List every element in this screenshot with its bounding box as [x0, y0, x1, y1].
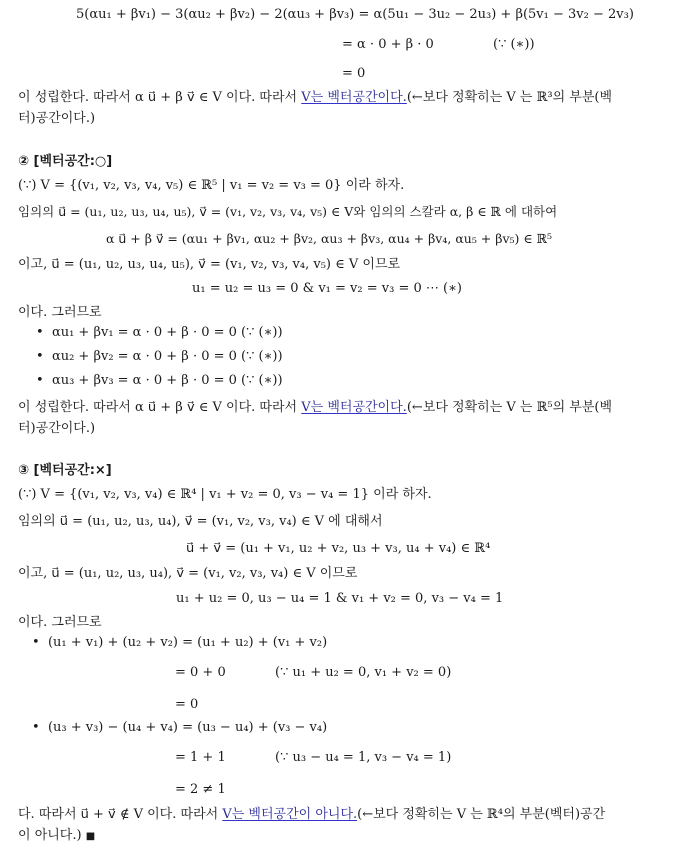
sec3-arbitrary-vectors: 임의의 u⃗ = (u₁, u₂, u₃, u₄), v⃗ = (v₁, v₂, v₃, v₄) ∈ V 에 대해서 [18, 514, 383, 529]
sec1-conclusion-underlined: V는 벡터공간이다. [301, 90, 407, 105]
list-item: • αu₃ + βv₃ = α · 0 + β · 0 = 0 (∵ (∗)) [36, 373, 283, 388]
sec2-bullet-3: αu₃ + βv₃ = α · 0 + β · 0 = 0 (∵ (∗)) [51, 373, 283, 388]
sec1-eq-line-2: = α · 0 + β · 0 [342, 37, 434, 52]
sec3-bullet-2-line2: = 1 + 1 [175, 750, 226, 765]
list-item: • αu₁ + βv₁ = α · 0 + β · 0 = 0 (∵ (∗)) [36, 325, 283, 340]
sec1-conclusion-post: (←보다 정확히는 V 는 ℝ³의 부분(벡 [406, 90, 613, 105]
sec2-conclusion-pre: 이 성립한다. 따라서 α u⃗ + β v⃗ ∈ V 이다. 따라서 [18, 400, 298, 415]
sec3-conclusion-pre: 다. 따라서 u⃗ + v⃗ ∉ V 이다. 따라서 [18, 807, 219, 822]
sec2-conclusion-post: (←보다 정확히는 V 는 ℝ⁵의 부분(벡 [406, 400, 613, 415]
sec3-vector-sum: u⃗ + v⃗ = (u₁ + v₁, u₂ + v₂, u₃ + v₃, u₄ + v₄) ∈ ℝ⁴ [186, 541, 491, 556]
sec3-conclusion-underlined: V는 벡터공간이 아니다. [222, 807, 358, 822]
sec3-bullet-1-line2: = 0 + 0 [175, 665, 226, 680]
sec3-bullet-2-reason: (∵ u₃ − u₄ = 1, v₃ − v₄ = 1) [275, 750, 452, 765]
sec2-conclusion-line2: 터)공간이다.) [18, 421, 96, 436]
sec3-bullet-2-line1: (u₃ + v₃) − (u₄ + v₄) = (u₃ − u₄) + (v₃ − v₄) [47, 720, 328, 735]
sec2-conclusion-underlined: V는 벡터공간이다. [301, 400, 407, 415]
sec1-eq-line-1: 5(αu₁ + βv₁) − 3(αu₂ + βv₂) − 2(αu₃ + βv₃) = α(5u₁ − 3u₂ − 2u₃) + β(5v₁ − 3v₂ − 2v₃) [76, 7, 634, 22]
sec3-bullet-2-line3: = 2 ≠ 1 [175, 782, 226, 797]
sec3-definition: (∵) V = {(v₁, v₂, v₃, v₄) ∈ ℝ⁴ | v₁ + v₂ = 0, v₃ − v₄ = 1} 이라 하자. [18, 487, 432, 502]
list-item: • αu₂ + βv₂ = α · 0 + β · 0 = 0 (∵ (∗)) [36, 349, 283, 364]
sec1-conclusion [18, 89, 612, 107]
qed-square-icon: ■ [85, 831, 96, 842]
sec2-bullet-1: αu₁ + βv₁ = α · 0 + β · 0 = 0 (∵ (∗)) [51, 325, 283, 340]
sec2-conclusion [18, 399, 612, 417]
sec1-conclusion-line2: 터)공간이다.) [18, 111, 96, 126]
sec2-therefore: 이다. 그러므로 [18, 305, 102, 320]
sec3-conclusion-line2 [18, 827, 95, 846]
list-item: • (u₁ + v₁) + (u₂ + v₂) = (u₁ + u₂) + (v₁ + v₂) [32, 635, 328, 650]
sec3-conclusion [18, 806, 605, 824]
sec3-therefore: 이다. 그러므로 [18, 615, 102, 630]
sec2-linear-combination: α u⃗ + β v⃗ = (αu₁ + βv₁, αu₂ + βv₂, αu₃ + βv₃, αu₄ + βv₄, αu₅ + βv₅) ∈ ℝ⁵ [106, 231, 553, 246]
sec2-bullet-2: αu₂ + βv₂ = α · 0 + β · 0 = 0 (∵ (∗)) [51, 349, 283, 364]
sec1-eq-line-3: = 0 [342, 66, 366, 81]
sec2-given: 이고, u⃗ = (u₁, u₂, u₃, u₄, u₅), v⃗ = (v₁, v₂, v₃, v₄, v₅) ∈ V 이므로 [18, 257, 401, 272]
sec2-condition: u₁ = u₂ = u₃ = 0 & v₁ = v₂ = v₃ = 0 ⋯ (∗) [192, 281, 462, 296]
sec1-eq-reason: (∵ (∗)) [493, 37, 535, 52]
sec2-arbitrary-vectors: 임의의 u⃗ = (u₁, u₂, u₃, u₄, u₅), v⃗ = (v₁, v₂, v₃, v₄, v₅) ∈ V와 임의의 스칼라 α, β ∈ ℝ 에 대하여 [18, 204, 558, 219]
sec3-heading: ③ [벡터공간:×] [18, 463, 112, 478]
sec2-definition: (∵) V = {(v₁, v₂, v₃, v₄, v₅) ∈ ℝ⁵ | v₁ = v₂ = v₃ = 0} 이라 하자. [18, 178, 405, 193]
sec3-conclusion-line2-text: 이 아니다.) [18, 828, 82, 843]
sec3-condition: u₁ + u₂ = 0, u₃ − u₄ = 1 & v₁ + v₂ = 0, v₃ − v₄ = 1 [176, 591, 504, 606]
sec3-conclusion-post: (←보다 정확히는 V 는 ℝ⁴의 부분(벡터)공간 [357, 807, 606, 822]
sec2-heading: ② [벡터공간:○] [18, 154, 113, 169]
sec3-bullet-1-line3: = 0 [175, 697, 199, 712]
sec3-given: 이고, u⃗ = (u₁, u₂, u₃, u₄), v⃗ = (v₁, v₂, v₃, v₄) ∈ V 이므로 [18, 566, 358, 581]
list-item: • (u₃ + v₃) − (u₄ + v₄) = (u₃ − u₄) + (v₃ − v₄) [32, 720, 328, 735]
sec3-bullet-1-line1: (u₁ + v₁) + (u₂ + v₂) = (u₁ + u₂) + (v₁ + v₂) [47, 635, 328, 650]
sec3-bullet-1-reason: (∵ u₁ + u₂ = 0, v₁ + v₂ = 0) [275, 665, 452, 680]
sec1-conclusion-pre: 이 성립한다. 따라서 α u⃗ + β v⃗ ∈ V 이다. 따라서 [18, 90, 298, 105]
